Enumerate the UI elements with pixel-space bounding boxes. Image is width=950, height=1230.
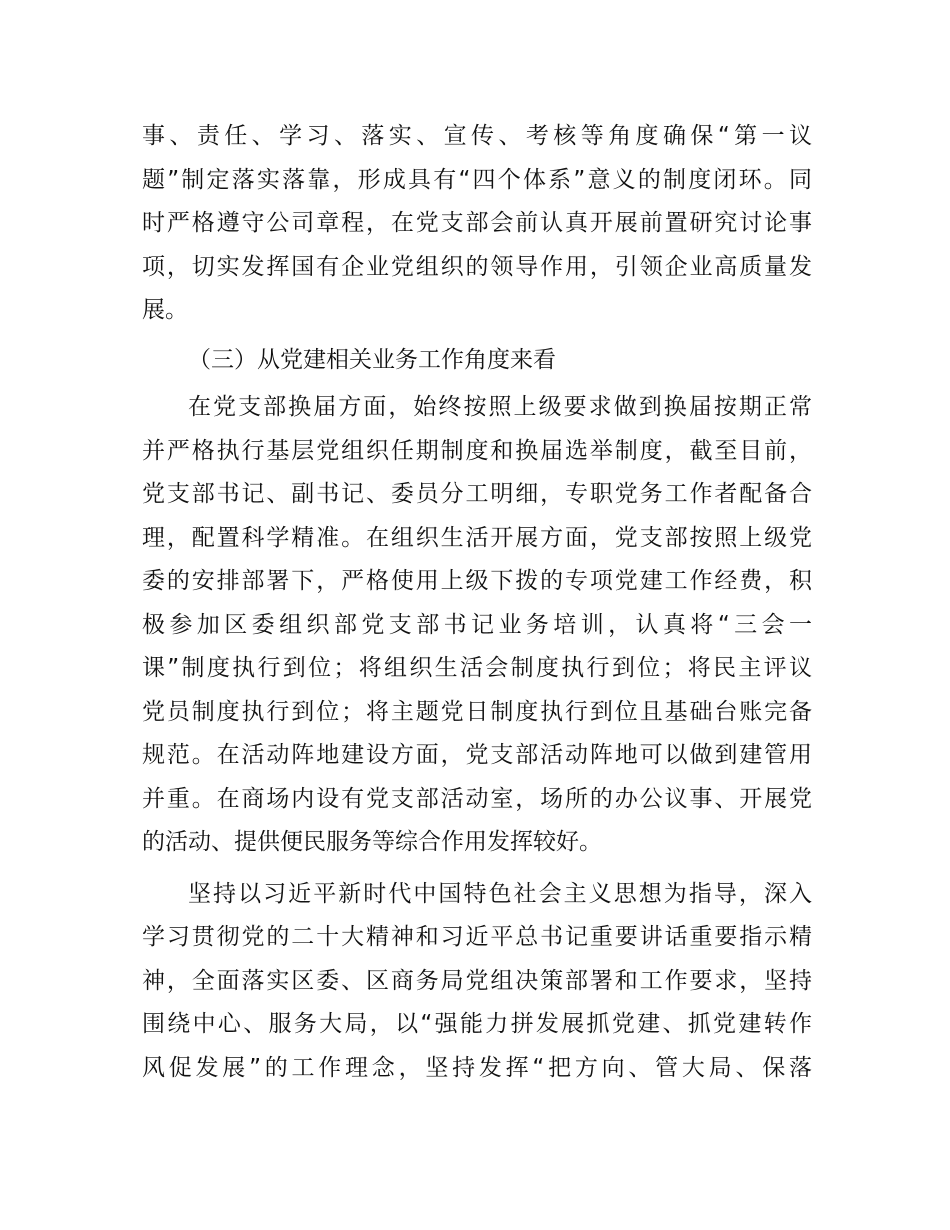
text-line: 展。: [142, 297, 188, 323]
text-line: 规范。在活动阵地建设方面，党支部活动阵地可以做到建管用: [142, 742, 812, 768]
text-line: 围绕中心、服务大局，以“强能力拼发展抓党建、抓党建转作: [142, 1011, 812, 1037]
text-line: 党员制度执行到位；将主题党日制度执行到位且基础台账完备: [142, 698, 812, 725]
paragraph-continuation: [142, 115, 812, 333]
section-heading: （三）从党建相关业务工作角度来看: [188, 346, 556, 373]
paragraph-spacer: [142, 865, 812, 873]
text-line: 事、责任、学习、落实、宣传、考核等角度确保“第一议: [142, 123, 812, 149]
text-line: 理，配置科学精准。在组织生活开展方面，党支部按照上级党: [142, 524, 812, 551]
text-line: 项，切实发挥国有企业党组织的领导作用，引领企业高质量发: [142, 253, 812, 280]
text-line: 并严格执行基层党组织任期制度和换届选举制度，截至目前，: [142, 437, 812, 464]
text-line: 时严格遵守公司章程，在党支部会前认真开展前置研究讨论事: [142, 210, 812, 236]
text-line: 委的安排部署下，严格使用上级下拨的专项党建工作经费，积: [142, 568, 812, 594]
text-line: 风促发展”的工作理念，坚持发挥“把方向、管大局、保落: [142, 1054, 812, 1081]
text-line: 在党支部换届方面，始终按照上级要求做到换届按期正常: [188, 394, 812, 420]
text-line: 并重。在商场内设有党支部活动室，场所的办公议事、开展党: [142, 785, 812, 812]
text-line: 党支部书记、副书记、委员分工明细，专职党务工作者配备合: [142, 481, 812, 507]
document-body: [142, 115, 812, 1090]
text-line: 坚持以习近平新时代中国特色社会主义思想为指导，深入: [188, 880, 812, 907]
paragraph-party-work: [142, 386, 812, 865]
text-line: 神，全面落实区委、区商务局党组决策部署和工作要求，坚持: [142, 967, 812, 994]
text-line: 极参加区委组织部党支部书记业务培训，认真将“三会一: [142, 611, 812, 638]
text-line: 学习贯彻党的二十大精神和习近平总书记重要讲话重要指示精: [142, 924, 812, 950]
text-line: 课”制度执行到位；将组织生活会制度执行到位；将民主评议: [142, 655, 812, 681]
text-line: 的活动、提供便民服务等综合作用发挥较好。: [142, 829, 602, 855]
text-line: 题”制定落实落靠，形成具有“四个体系”意义的制度闭环。同: [142, 166, 812, 193]
paragraph-guiding-thought: [142, 873, 812, 1091]
